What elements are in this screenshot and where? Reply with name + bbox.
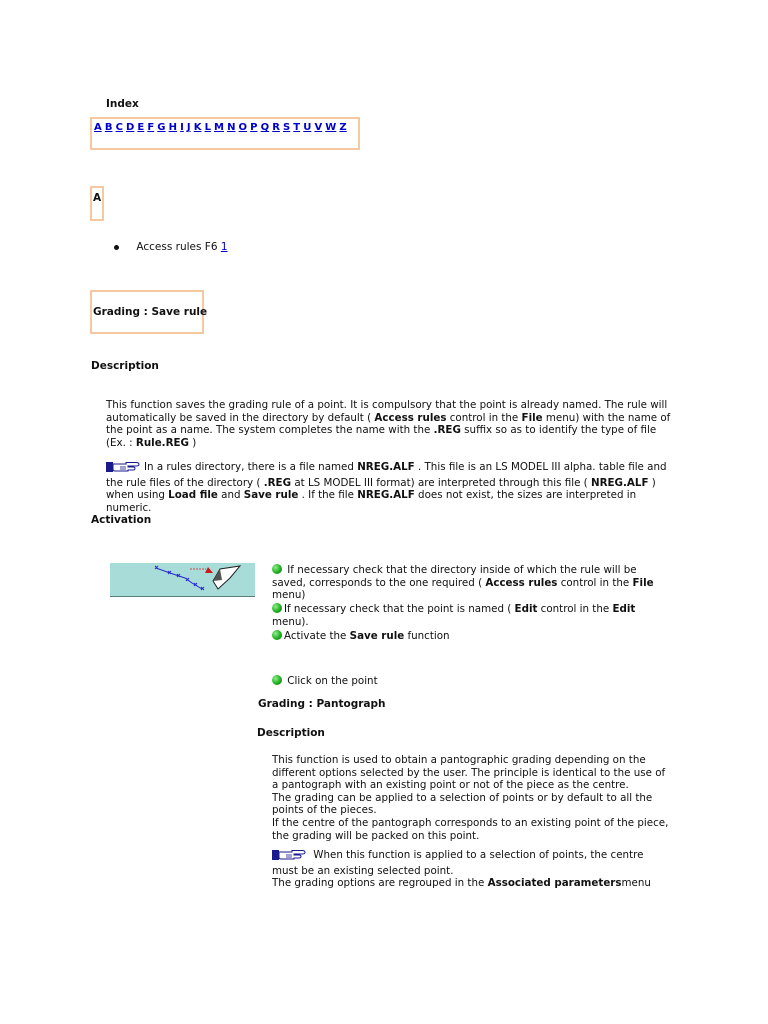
activation-heading: Activation [91, 514, 152, 526]
index-letter-m[interactable]: M [214, 122, 224, 133]
index-title: Index [106, 98, 139, 110]
green-bullet-icon [272, 564, 282, 574]
green-bullet-icon [272, 675, 282, 685]
index-letter-j[interactable]: J [186, 122, 191, 133]
activation-step-1: If necessary check that the directory inside of which the rule will be saved, corresponds to the one required ( Access rules control in the File menu) [272, 564, 654, 602]
description-heading: Description [91, 360, 159, 372]
index-letter-h[interactable]: H [168, 122, 177, 133]
index-letter-z[interactable]: Z [339, 122, 347, 133]
save-rule-illustration [110, 563, 255, 597]
index-letter-i[interactable]: I [180, 122, 184, 133]
index-letter-b[interactable]: B [104, 122, 113, 133]
index-letter-t[interactable]: T [293, 122, 301, 133]
index-letter-k[interactable]: K [193, 122, 202, 133]
page-link[interactable]: 1 [220, 241, 228, 253]
index-letter-u[interactable]: U [303, 122, 312, 133]
letter-index [94, 121, 350, 133]
activation-step-2: If necessary check that the point is named ( Edit control in the Edit menu). [272, 603, 636, 628]
save-rule-title-box [90, 290, 208, 334]
index-letter-o[interactable]: O [238, 122, 248, 133]
index-letter-s[interactable]: S [283, 122, 291, 133]
pantograph-description: This function is used to obtain a pantographic grading depending on the different options selected by the user. The principle is identical to the use of a pantograph with an existing point or not of the piece as the centre. The grading can be applied to a selection of points or by default to all the points of the pieces. If the centre of the pantograph corresponds to an existing point of the piece, the grading will be packed on this point. [272, 754, 669, 842]
index-letter-q[interactable]: Q [260, 122, 270, 133]
pantograph-title: Grading : Pantograph [258, 698, 386, 710]
index-letter-d[interactable]: D [126, 122, 135, 133]
pointing-hand-icon [272, 849, 306, 865]
section-a-label: A [93, 192, 102, 204]
index-letter-v[interactable]: V [314, 122, 323, 133]
index-letter-p[interactable]: P [250, 122, 258, 133]
description-paragraph: This function saves the grading rule of a point. It is compulsory that the point is already named. The rule will automatically be saved in the directory by default ( Access rules control in the File menu) with the name of the point as a name. The system completes the name with the .REG suffix so as to identify the type of file (Ex. : Rule.REG ) [106, 399, 671, 449]
pantograph-description-heading: Description [257, 727, 325, 739]
note-paragraph: In a rules directory, there is a file named NREG.ALF . This file is an LS MODEL III alpha. table file and the rule files of the directory ( .REG at LS MODEL III format) are interpreted through this file ( NREG.ALF ) when using Load file and Save rule . If the file NREG.ALF does not exist, the sizes are interpreted in numeric. [106, 461, 667, 514]
green-bullet-icon [272, 603, 282, 613]
letter-index-box [90, 117, 360, 150]
index-letter-w[interactable]: W [325, 122, 337, 133]
pantograph-note: When this function is applied to a selection of points, the centre must be an existing selected point. The grading options are regrouped in the Associated parametersmenu [272, 849, 651, 890]
save-rule-title: Grading : Save rule [93, 306, 208, 318]
index-letter-e[interactable]: E [137, 122, 145, 133]
index-letter-n[interactable]: N [227, 122, 236, 133]
green-bullet-icon [272, 630, 282, 640]
index-letter-c[interactable]: C [115, 122, 123, 133]
list-item-label: Access rules F6 [136, 241, 218, 253]
index-letter-a[interactable]: A [94, 122, 102, 133]
index-letter-g[interactable]: G [157, 122, 166, 133]
list-item [114, 241, 228, 253]
section-a-box [90, 186, 104, 221]
index-letter-l[interactable]: L [204, 122, 211, 133]
index-letter-r[interactable]: R [272, 122, 280, 133]
activation-step-3: Activate the Save rule function [272, 630, 672, 643]
index-letter-f[interactable]: F [147, 122, 155, 133]
pointing-hand-icon [106, 461, 140, 477]
activation-step-4: Click on the point [272, 675, 672, 688]
bullet-icon [114, 245, 119, 250]
